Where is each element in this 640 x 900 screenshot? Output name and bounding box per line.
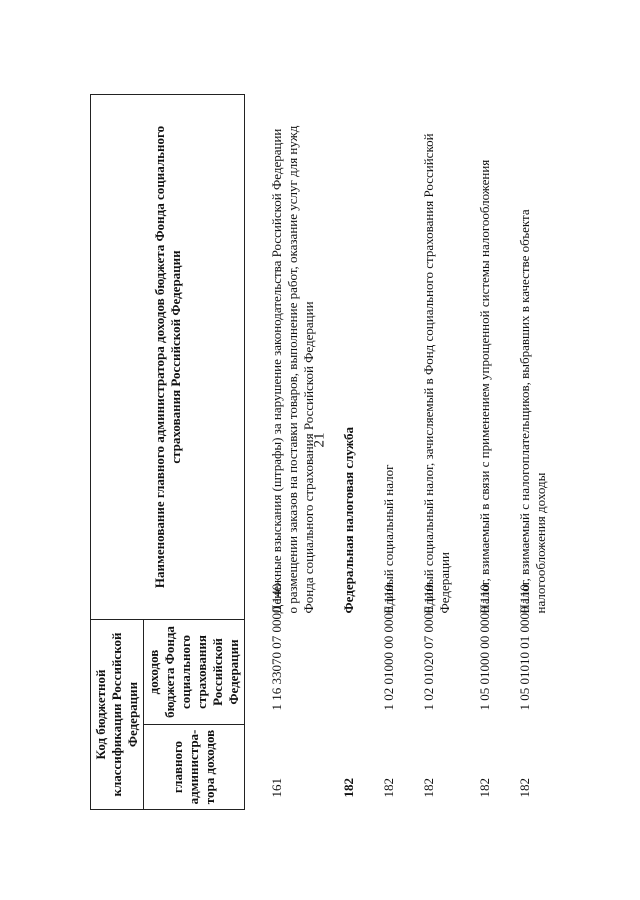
- section-title-cell: Федеральная налоговая служба: [341, 426, 356, 614]
- header-administrator-name: Наименование главного администратора доходов бюджета Фонда социального страхования Российской Федерации: [91, 94, 245, 619]
- table-row-section: [317, 94, 357, 809]
- admin-code-cell: 182: [421, 778, 436, 798]
- table-row: [245, 94, 318, 809]
- page-number: 21: [311, 432, 328, 448]
- table-row: [397, 94, 453, 809]
- name-cell: Единый социальный налог, зачисляемый в Фонд социального страхования Российской Федерации: [421, 133, 452, 614]
- rotated-table-container: [90, 95, 548, 810]
- admin-code-cell: 182: [341, 778, 356, 798]
- budget-code-cell: 1 02 01020 07 0000 110: [421, 584, 436, 711]
- name-cell: Единый социальный налог: [381, 464, 396, 614]
- admin-code-cell: 182: [381, 778, 396, 798]
- header-classification-code: Код бюджетной классификации Российской Федерации: [91, 619, 144, 809]
- table-row: [493, 94, 549, 809]
- budget-classification-table: [90, 94, 549, 810]
- name-cell: Налог, взимаемый в связи с применением упрощенной системы налогообложения: [477, 159, 492, 614]
- admin-code-cell: 182: [517, 778, 532, 798]
- budget-code-cell: 1 16 33070 07 0000 140: [269, 583, 284, 711]
- header-budget-revenue: доходов бюджета Фонда социального страхования Российской Федерации: [144, 619, 245, 724]
- budget-code-cell: 1 05 01010 01 0000 110: [517, 584, 532, 711]
- name-cell: Денежные взыскания (штрафы) за нарушение законодательства Российской Федерации о размещении заказов на поставки товаров, выполнение работ, оказание услуг для нужд Фонда социального страхования Российской Федерации: [269, 125, 316, 614]
- budget-code-cell: 1 05 01000 00 0000 110: [477, 584, 492, 711]
- header-main-administrator: главного администра-тора доходов: [144, 725, 245, 810]
- admin-code-cell: 161: [269, 778, 284, 798]
- table-row: [357, 94, 397, 809]
- table-row: [453, 94, 493, 809]
- budget-code-cell: 1 02 01000 00 0000 110: [381, 584, 396, 711]
- admin-code-cell: 182: [477, 778, 492, 798]
- budget-code-cell: [317, 619, 357, 724]
- name-cell: Налог, взимаемый с налогоплательщиков, выбравших в качестве объекта налогообложения доходы: [517, 209, 548, 614]
